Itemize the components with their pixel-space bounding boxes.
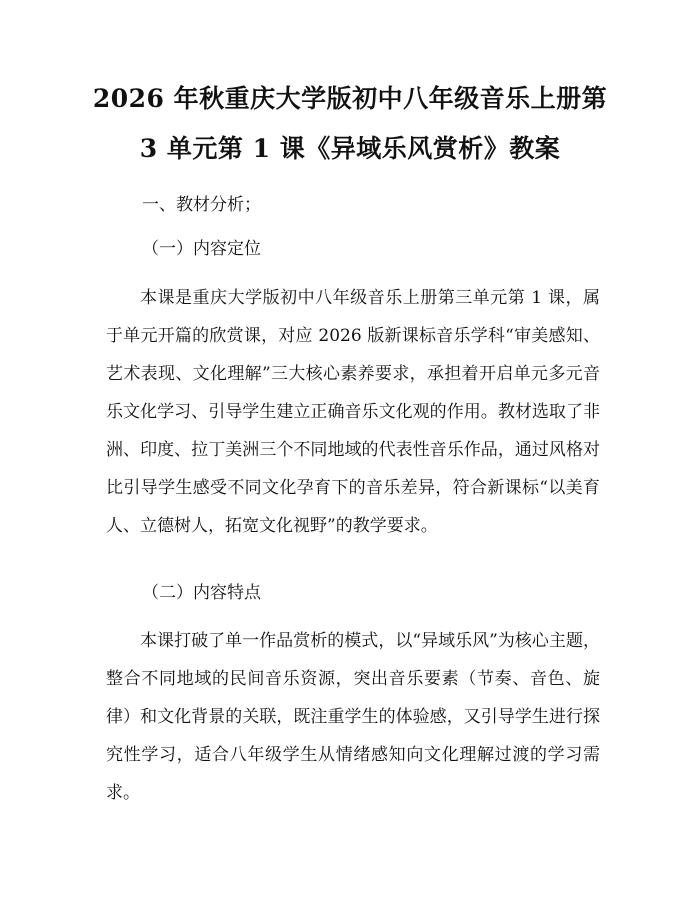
subsection-heading-content-positioning: （一）内容定位	[142, 239, 261, 259]
paragraph-content-positioning: 本课是重庆大学版初中八年级音乐上册第三单元第 1 课，属于单元开篇的欣赏课，对应 2026 版新课标音乐学科“审美感知、艺术表现、文化理解”三大核心素养要求，承担着开启单元多元音乐文化学习、引导学生建立正确音乐文化观的作用。教材选取了非洲、印度、拉丁美洲三个不同地域的代表性音乐作品，通过风格对比引导学生感受不同文化孕育下的音乐差异，符合新课标“以美育人、立德树人，拓宽文化视野”的教学要求。	[106, 288, 600, 536]
document-title-line-2: 3 单元第 1 课《异域乐风赏析》教案	[139, 134, 561, 163]
paragraph-content-features: 本课打破了单一作品赏析的模式，以“异域乐风”为核心主题，整合不同地域的民间音乐资源，突出音乐要素（节奏、音色、旋律）和文化背景的关联，既注重学生的体验感，又引导学生进行探究性学习，适合八年级学生从情绪感知向文化理解过渡的学习需求。	[106, 631, 600, 803]
subsection-heading-content-features: （二）内容特点	[142, 583, 261, 603]
document-title-line-1: 2026 年秋重庆大学版初中八年级音乐上册第	[92, 84, 608, 113]
section-heading-textbook-analysis: 一、教材分析；	[142, 195, 261, 215]
